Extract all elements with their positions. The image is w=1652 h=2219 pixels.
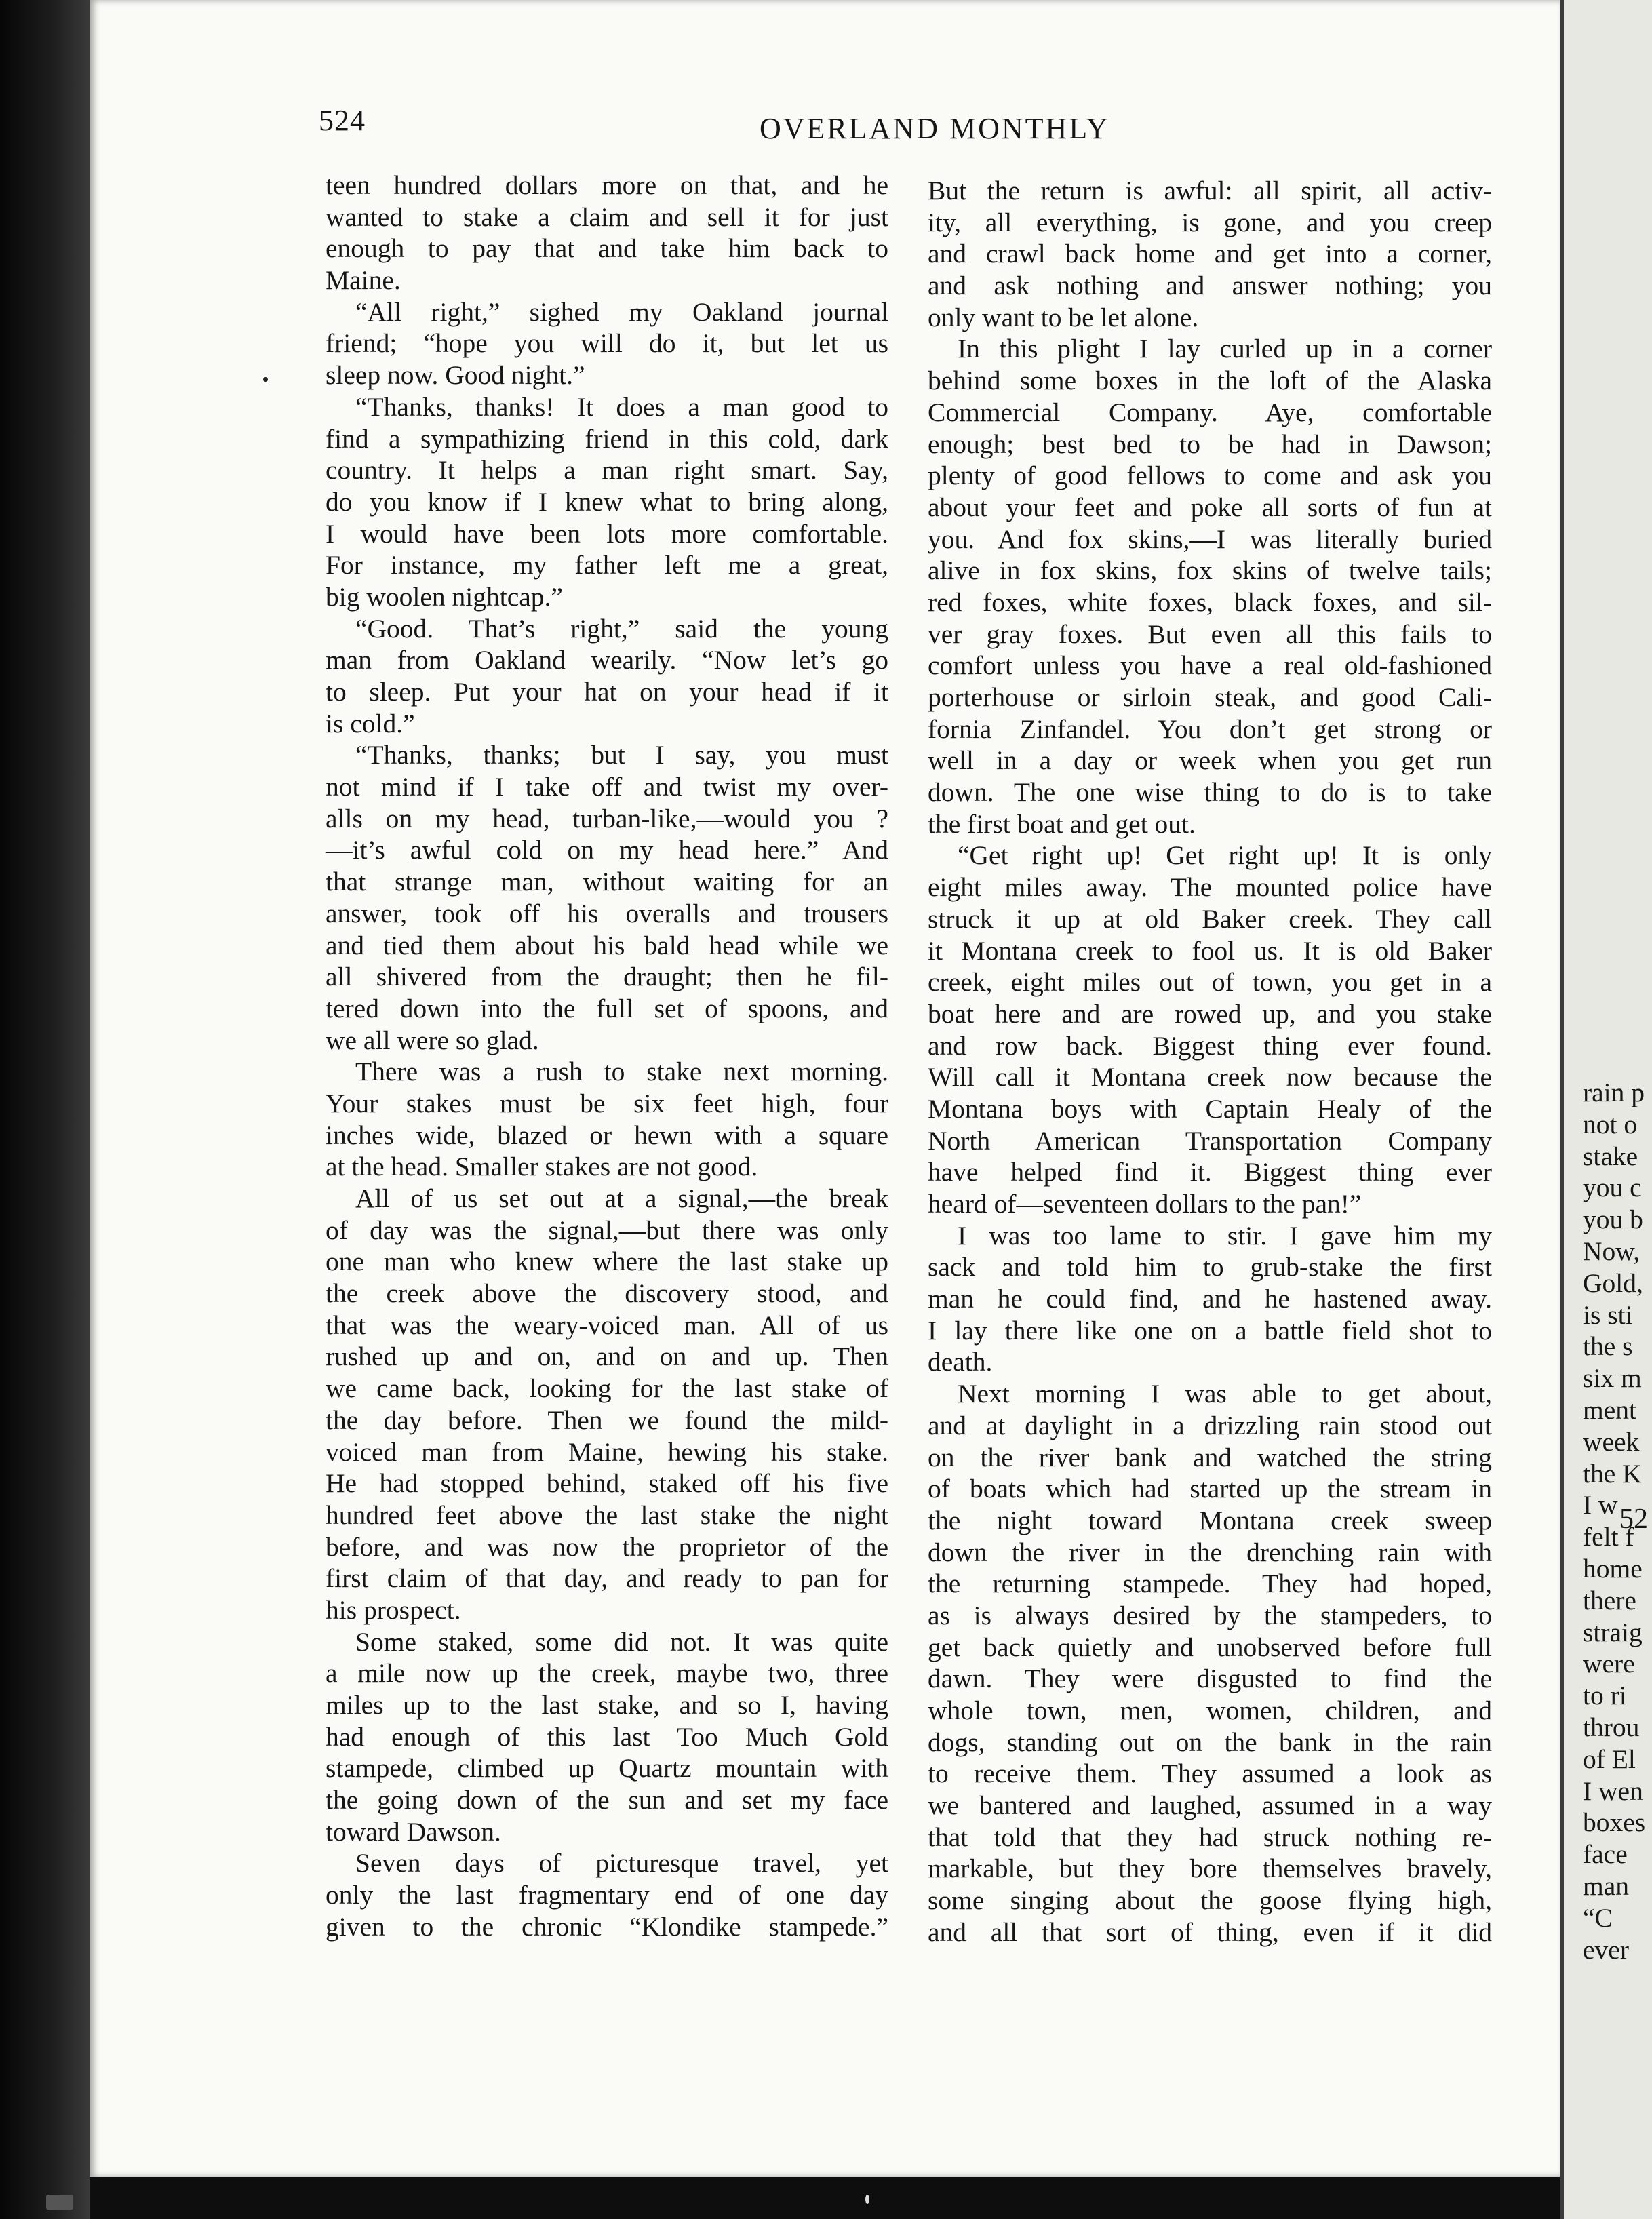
- text-line: rushed up and on, and on and up. Then: [326, 1341, 888, 1372]
- scan-frame-bottom: [90, 2177, 1652, 2219]
- text-line: a mile now up the creek, maybe two, three: [326, 1658, 888, 1689]
- text-line: alls on my head, turban-like,—would you ?: [326, 803, 888, 833]
- text-line: dawn. They were disgusted to find the: [928, 1664, 1492, 1694]
- text-line: of boats which had started up the stream in: [928, 1474, 1492, 1504]
- fragment-line: of El: [1583, 1744, 1636, 1774]
- text-line: I lay there like one on a battle field shot to: [928, 1315, 1492, 1346]
- text-line: comfort unless you have a real old-fashioned: [928, 650, 1492, 681]
- fragment-line: the s: [1583, 1331, 1633, 1362]
- text-line: I would have been lots more comfortable.: [326, 518, 888, 549]
- text-line: the first boat and get out.: [928, 808, 1196, 839]
- fragment-line: man: [1583, 1870, 1630, 1901]
- fragment-line: boxes: [1583, 1807, 1646, 1838]
- text-line: markable, but they bore themselves bravely,: [928, 1853, 1492, 1884]
- fragment-line: felt f: [1583, 1522, 1634, 1552]
- text-line: given to the chronic “Klondike stampede.”: [326, 1911, 888, 1942]
- text-line: Some staked, some did not. It was quite: [355, 1626, 888, 1657]
- text-line: we bantered and laughed, assumed in a way: [928, 1790, 1492, 1821]
- text-line: the returning stampede. They had hoped,: [928, 1569, 1492, 1599]
- text-line: “Get right up! Get right up! It is only: [958, 840, 1492, 871]
- text-line: as is always desired by the stampeders, to: [928, 1600, 1492, 1630]
- fragment-line: I w: [1583, 1490, 1618, 1520]
- fragment-line: is sti: [1583, 1299, 1633, 1330]
- text-line: we all were so glad.: [326, 1025, 539, 1055]
- fragment-line: six m: [1583, 1363, 1642, 1394]
- fragment-line: Gold,: [1583, 1268, 1643, 1298]
- text-line: to receive them. They assumed a look as: [928, 1759, 1492, 1789]
- text-line: red foxes, white foxes, black foxes, and sil-: [928, 587, 1492, 617]
- text-line: Seven days of picturesque travel, yet: [355, 1848, 888, 1879]
- text-line: to sleep. Put your hat on your head if it: [326, 677, 888, 707]
- text-line: and row back. Biggest thing ever found.: [928, 1030, 1492, 1061]
- text-line: stampede, climbed up Quartz mountain with: [326, 1753, 888, 1784]
- fragment-line: stake: [1583, 1141, 1638, 1171]
- text-line: ity, all everything, is gone, and you creep: [928, 207, 1492, 237]
- text-line: North American Transportation Company: [928, 1125, 1492, 1156]
- text-line: well in a day or week when you get run: [928, 745, 1492, 776]
- text-line: only want to be let alone.: [928, 302, 1199, 332]
- text-line: first claim of that day, and ready to pan for: [326, 1563, 888, 1594]
- fragment-line: to ri: [1583, 1681, 1627, 1711]
- text-line: heard of—seventeen dollars to the pan!”: [928, 1189, 1362, 1219]
- fragment-line: ever: [1583, 1934, 1629, 1965]
- text-line: big woolen nightcap.”: [326, 581, 563, 612]
- text-line: it Montana creek to fool us. It is old Baker: [928, 935, 1492, 966]
- fragment-line: you b: [1583, 1204, 1643, 1235]
- text-line: For instance, my father left me a great,: [326, 550, 888, 581]
- text-line: plenty of good fellows to come and ask you: [928, 460, 1492, 491]
- text-line: that told that they had struck nothing re-: [928, 1822, 1492, 1852]
- text-line: the day before. Then we found the mild-: [326, 1405, 888, 1435]
- text-line: get back quietly and unobserved before full: [928, 1632, 1492, 1662]
- text-line: about your feet and poke all sorts of fun at: [928, 492, 1492, 522]
- text-line: sleep now. Good night.”: [326, 360, 585, 391]
- fragment-line: not o: [1583, 1109, 1638, 1139]
- text-line: Will call it Montana creek now because the: [928, 1062, 1492, 1093]
- text-line: and at daylight in a drizzling rain stood out: [928, 1410, 1492, 1440]
- text-line: before, and was now the proprietor of the: [326, 1531, 888, 1562]
- text-line: behind some boxes in the loft of the Alaska: [928, 366, 1492, 396]
- text-line: fornia Zinfandel. You don’t get strong or: [928, 713, 1492, 744]
- text-line: wanted to stake a claim and sell it for just: [326, 201, 888, 232]
- text-line: man he could find, and he hastened away.: [928, 1284, 1492, 1314]
- text-line: In this plight I lay curled up in a corner: [958, 334, 1492, 364]
- text-line: down the river in the drenching rain with: [928, 1537, 1492, 1567]
- fragment-line: week: [1583, 1426, 1640, 1457]
- text-line: tered down into the full set of spoons, and: [326, 993, 888, 1023]
- text-line: All of us set out at a signal,—the break: [355, 1183, 888, 1213]
- text-line: alive in fox skins, fox skins of twelve tails;: [928, 555, 1492, 586]
- fragment-line: there: [1583, 1585, 1636, 1615]
- fragment-line: straig: [1583, 1617, 1643, 1647]
- fragment-line: face: [1583, 1839, 1628, 1870]
- text-line: down. The one wise thing to do is to take: [928, 777, 1492, 808]
- text-line: one man who knew where the last stake up: [326, 1246, 888, 1277]
- text-line: boat here and are rowed up, and you stake: [928, 998, 1492, 1029]
- fragment-line: Now,: [1583, 1236, 1640, 1266]
- text-line: some singing about the goose flying high,: [928, 1885, 1492, 1916]
- text-line: at the head. Smaller stakes are not good.: [326, 1152, 758, 1182]
- text-line: that strange man, without waiting for an: [326, 867, 888, 897]
- text-line: Your stakes must be six feet high, four: [326, 1088, 888, 1118]
- book-spine-shadow: [0, 0, 90, 2219]
- text-line: —it’s awful cold on my head here.” And: [326, 835, 888, 865]
- text-line: There was a rush to stake next morning.: [355, 1057, 888, 1087]
- text-line: “Thanks, thanks! It does a man good to: [355, 391, 888, 422]
- text-line: and all that sort of thing, even if it did: [928, 1917, 1492, 1947]
- text-line: “Thanks, thanks; but I say, you must: [355, 740, 888, 770]
- fragment-line: ment: [1583, 1394, 1636, 1425]
- text-line: had enough of this last Too Much Gold: [326, 1721, 888, 1752]
- text-line: sack and told him to grub-stake the first: [928, 1252, 1492, 1282]
- text-line: miles up to the last stake, and so I, having: [326, 1690, 888, 1720]
- text-line: Maine.: [326, 265, 401, 296]
- right-text-column: [928, 175, 1492, 1948]
- text-line: enough; best bed to be had in Dawson;: [928, 429, 1492, 459]
- text-line: porterhouse or sirloin steak, and good Cali-: [928, 682, 1492, 712]
- text-line: all shivered from the draught; then he fil-: [326, 962, 888, 992]
- facing-page-number: 52: [1619, 1504, 1648, 1535]
- text-line: his prospect.: [326, 1594, 461, 1625]
- text-line: and crawl back home and get into a corner,: [928, 239, 1492, 269]
- text-line: struck it up at old Baker creek. They call: [928, 903, 1492, 934]
- text-line: and ask nothing and answer nothing; you: [928, 271, 1492, 301]
- text-line: whole town, men, women, children, and: [928, 1695, 1492, 1725]
- text-line: dogs, standing out on the bank in the rain: [928, 1727, 1492, 1757]
- fragment-line: were: [1583, 1649, 1635, 1679]
- text-line: find a sympathizing friend in this cold, dark: [326, 423, 888, 454]
- text-line: the night toward Montana creek sweep: [928, 1505, 1492, 1535]
- text-line: we came back, looking for the last stake of: [326, 1373, 888, 1404]
- text-line: But the return is awful: all spirit, all activ-: [928, 176, 1492, 205]
- text-line: do you know if I knew what to bring along,: [326, 486, 888, 517]
- text-line: voiced man from Maine, hewing his stake.: [326, 1436, 888, 1467]
- fragment-line: I wen: [1583, 1775, 1643, 1806]
- text-line: only the last fragmentary end of one day: [326, 1880, 888, 1910]
- page-number: 524: [319, 104, 366, 137]
- fragment-line: home: [1583, 1553, 1643, 1584]
- fragment-line: “C: [1583, 1902, 1613, 1933]
- page-header: [319, 103, 1607, 157]
- text-line: I was too lame to stir. I gave him my: [958, 1220, 1492, 1251]
- text-line: the going down of the sun and set my face: [326, 1785, 888, 1815]
- text-line: of day was the signal,—but there was only: [326, 1215, 888, 1245]
- running-head: OVERLAND MONTHLY: [760, 112, 1110, 145]
- text-line: hundred feet above the last stake the night: [326, 1499, 888, 1530]
- scan-speck: [865, 2195, 869, 2204]
- text-line: inches wide, blazed or hewn with a square: [326, 1120, 888, 1150]
- text-line: creek, eight miles out of town, you get in a: [928, 967, 1492, 998]
- scan-speck: [263, 377, 268, 382]
- text-line: answer, took off his overalls and trousers: [326, 898, 888, 928]
- fragment-line: throu: [1583, 1712, 1640, 1742]
- text-line: friend; “hope you will do it, but let us: [326, 328, 888, 359]
- text-line: ver gray foxes. But even all this fails to: [928, 618, 1492, 649]
- fragment-line: the K: [1583, 1458, 1642, 1489]
- text-line: teen hundred dollars more on that, and he: [326, 170, 888, 200]
- text-line: and tied them about his bald head while we: [326, 930, 888, 960]
- text-line: the creek above the discovery stood, and: [326, 1278, 888, 1309]
- text-line: country. It helps a man right smart. Say,: [326, 455, 888, 486]
- text-line: you. And fox skins,—I was literally buried: [928, 524, 1492, 554]
- text-line: Commercial Company. Aye, comfortable: [928, 397, 1492, 427]
- text-line: death.: [928, 1347, 993, 1377]
- scan-mark: [46, 2195, 73, 2210]
- text-line: Montana boys with Captain Healy of the: [928, 1093, 1492, 1124]
- text-line: “Good. That’s right,” said the young: [355, 613, 888, 644]
- text-line: that was the weary-voiced man. All of us: [326, 1310, 888, 1340]
- fragment-line: rain p: [1583, 1078, 1645, 1107]
- text-line: eight miles away. The mounted police have: [928, 872, 1492, 903]
- text-line: “All right,” sighed my Oakland journal: [355, 296, 888, 327]
- text-line: man from Oakland wearily. “Now let’s go: [326, 645, 888, 675]
- text-line: Next morning I was able to get about,: [958, 1379, 1492, 1409]
- text-line: on the river bank and watched the string: [928, 1442, 1492, 1472]
- text-line: enough to pay that and take him back to: [326, 233, 888, 264]
- left-text-column: [326, 170, 888, 1943]
- text-line: not mind if I take off and twist my over-: [326, 772, 888, 802]
- text-line: toward Dawson.: [326, 1816, 501, 1847]
- text-line: He had stopped behind, staked off his five: [326, 1468, 888, 1499]
- text-line: have helped find it. Biggest thing ever: [928, 1157, 1492, 1187]
- fragment-line: you c: [1583, 1173, 1642, 1203]
- text-line: is cold.”: [326, 708, 415, 739]
